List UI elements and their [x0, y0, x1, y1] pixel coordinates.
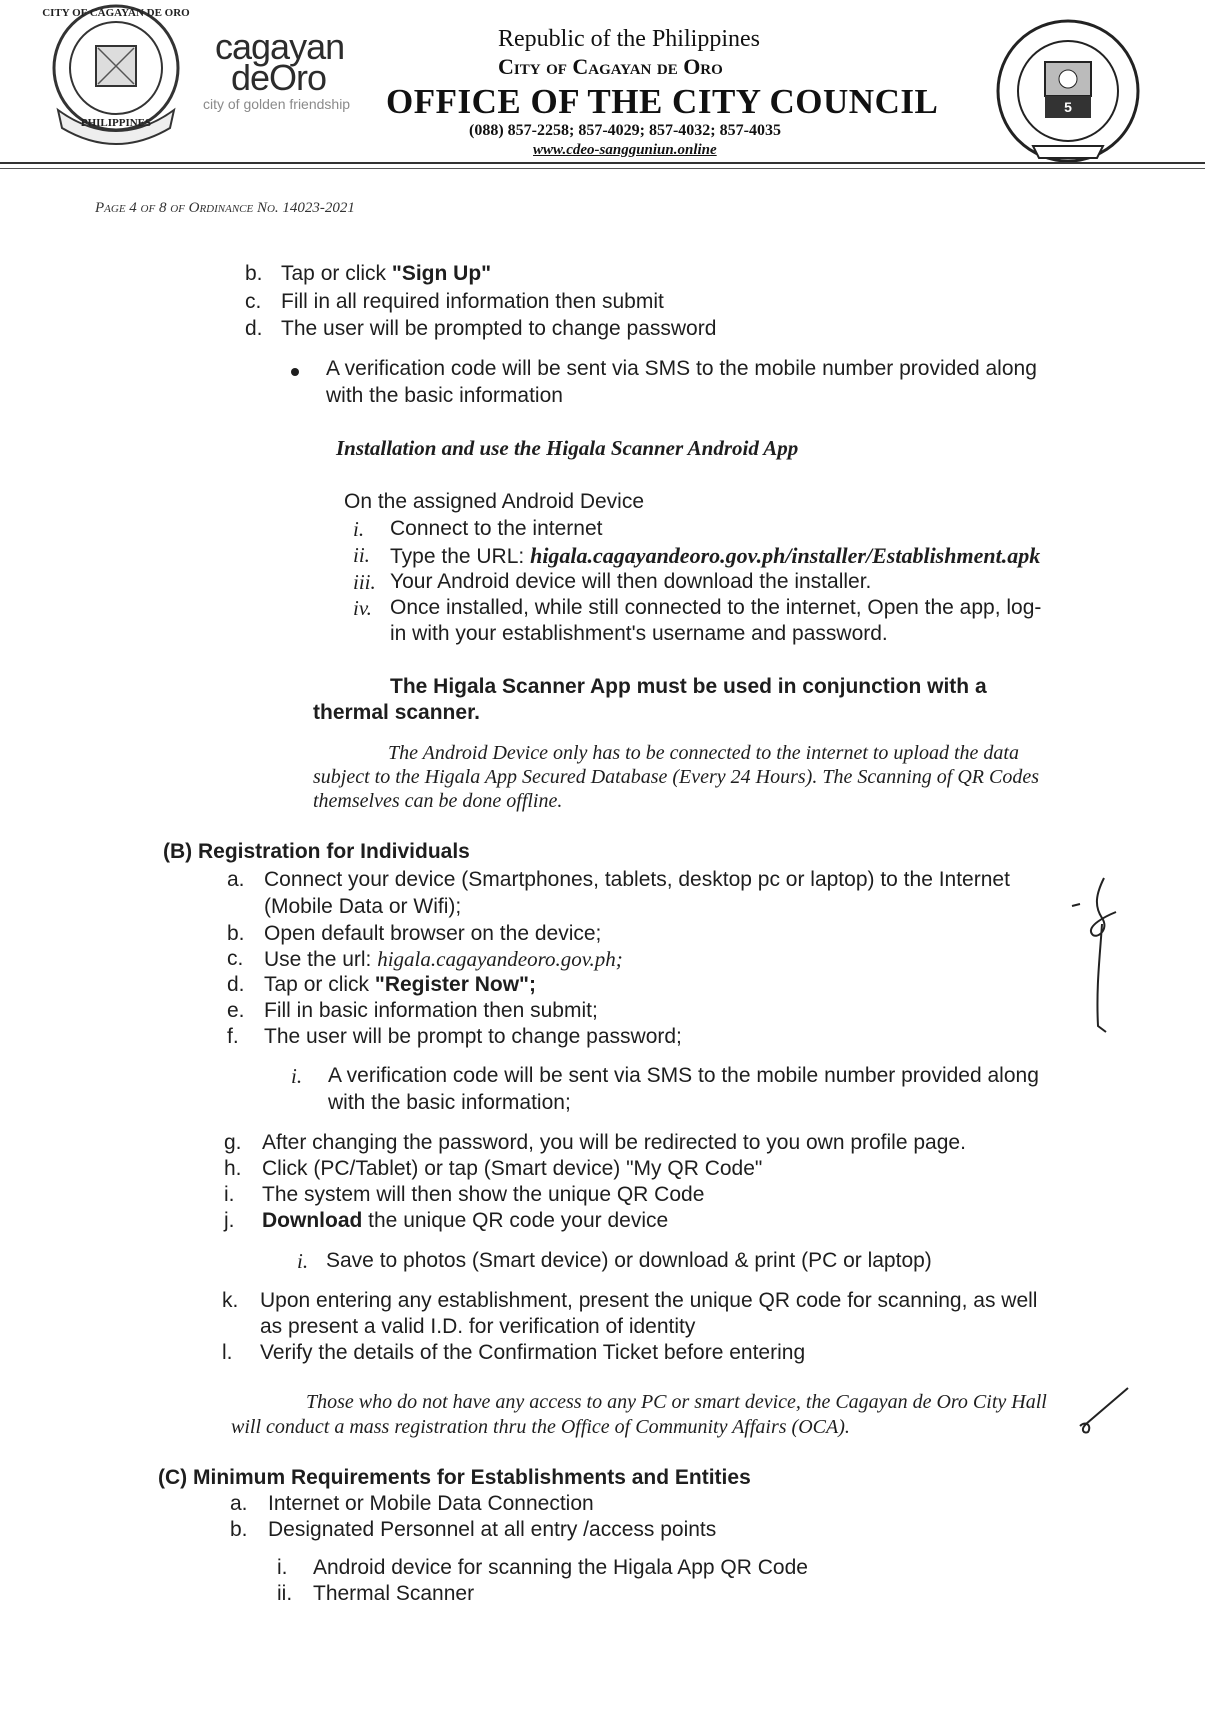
- item-label: b.: [227, 922, 245, 945]
- header-rule-thin: [0, 168, 1205, 169]
- item-label: j.: [224, 1209, 235, 1232]
- list-item: Verify the details of the Confirmation Ticket before entering: [260, 1341, 806, 1364]
- header-phone-numbers: (088) 857-2258; 857-4029; 857-4032; 857-4035: [469, 122, 781, 139]
- header-city: City of Cagayan de Oro: [498, 54, 723, 79]
- list-item: The user will be prompted to change password: [281, 317, 717, 340]
- offline-note: subject to the Higala App Secured Database (Every 24 Hours). The Scanning of QR Codes: [313, 766, 1039, 788]
- item-label: d.: [227, 973, 245, 996]
- item-label: a.: [227, 868, 245, 891]
- item-label: i.: [291, 1064, 303, 1088]
- install-heading: Installation and use the Higala Scanner Android App: [336, 436, 799, 460]
- header-website-link[interactable]: www.cdeo-sangguniun.online: [533, 142, 717, 158]
- page-reference: Page 4 of 8 of Ordinance No. 14023-2021: [95, 200, 355, 216]
- install-step: Your Android device will then download the installer.: [390, 570, 872, 593]
- cagayan-de-oro-brand-logo: [203, 26, 383, 116]
- sub-item: Thermal Scanner: [313, 1582, 475, 1605]
- item-label: i.: [353, 517, 365, 541]
- scanner-note: thermal scanner.: [313, 701, 480, 724]
- list-item-cont: (Mobile Data or Wifi);: [264, 895, 462, 918]
- install-intro: On the assigned Android Device: [344, 490, 645, 513]
- item-label: g.: [224, 1131, 242, 1154]
- item-label: b.: [230, 1518, 248, 1541]
- item-label: c.: [227, 947, 244, 970]
- item-label: i.: [297, 1249, 309, 1273]
- list-item: Connect your device (Smartphones, tablets, desktop pc or laptop) to the Internet: [264, 868, 1010, 891]
- sub-item: A verification code will be sent via SMS to the mobile number provided along: [328, 1064, 1039, 1087]
- list-item: Tap or click "Register Now";: [264, 973, 536, 996]
- item-label: d.: [245, 317, 263, 340]
- item-label: a.: [230, 1492, 248, 1515]
- bullet-line: with the basic information: [326, 384, 563, 407]
- bullet-line: A verification code will be sent via SMS to the mobile number provided along: [326, 357, 1037, 380]
- list-item: Click (PC/Tablet) or tap (Smart device) "My QR Code": [262, 1157, 763, 1180]
- header-republic: Republic of the Philippines: [498, 26, 760, 52]
- list-item: Upon entering any establishment, present the unique QR code for scanning, as well: [260, 1289, 1038, 1312]
- bullet-icon: [291, 368, 299, 376]
- header-office-title: OFFICE OF THE CITY COUNCIL: [386, 82, 939, 121]
- item-label: ii.: [353, 543, 370, 567]
- item-label: c.: [245, 290, 262, 313]
- item-label: f.: [227, 1025, 239, 1048]
- oca-note: Those who do not have any access to any PC or smart device, the Cagayan de Oro City Hall: [306, 1391, 1047, 1413]
- seal-number: 5: [1064, 99, 1072, 115]
- list-item: Designated Personnel at all entry /access points: [268, 1518, 717, 1541]
- section-b-heading: (B) Registration for Individuals: [163, 840, 470, 863]
- oca-note: will conduct a mass registration thru the Office of Community Affairs (OCA).: [231, 1416, 850, 1438]
- item-label: ii.: [277, 1582, 293, 1605]
- scanner-note: The Higala Scanner App must be used in conjunction with a: [390, 675, 987, 698]
- brand-line-2: deOro: [231, 57, 327, 98]
- sub-item-cont: with the basic information;: [328, 1091, 571, 1114]
- sub-item: Android device for scanning the Higala App QR Code: [313, 1556, 808, 1579]
- section-c-heading: (C) Minimum Requirements for Establishments and Entities: [158, 1466, 751, 1489]
- install-step: Connect to the internet: [390, 517, 603, 540]
- margin-signature: [1066, 876, 1126, 1036]
- city-council-seal-logo: [993, 16, 1143, 166]
- header-rule: [0, 162, 1205, 164]
- list-item: After changing the password, you will be redirected to you own profile page.: [262, 1131, 966, 1154]
- offline-note: themselves can be done offline.: [313, 790, 563, 812]
- margin-initial: [1076, 1386, 1136, 1436]
- list-item: Download the unique QR code your device: [262, 1209, 669, 1232]
- item-label: i.: [224, 1183, 235, 1206]
- item-label: e.: [227, 999, 245, 1022]
- item-label: l.: [222, 1341, 233, 1364]
- list-item: Open default browser on the device;: [264, 922, 602, 945]
- brand-line-1: cagayan: [215, 26, 345, 67]
- list-item: The user will be prompt to change password;: [264, 1025, 682, 1048]
- item-label: b.: [245, 262, 263, 285]
- list-item: Fill in basic information then submit;: [264, 999, 598, 1022]
- sub-item: Save to photos (Smart device) or download & print (PC or laptop): [326, 1249, 932, 1272]
- item-label: iii.: [353, 570, 376, 594]
- install-step-cont: in with your establishment's username and password.: [390, 622, 888, 645]
- install-step: Type the URL: higala.cagayandeoro.gov.ph/installer/Establishment.apk: [390, 543, 1041, 568]
- offline-note: The Android Device only has to be connected to the internet to upload the data: [388, 742, 1019, 764]
- install-step: Once installed, while still connected to the internet, Open the app, log-: [390, 596, 1042, 619]
- item-label: k.: [222, 1289, 239, 1312]
- item-label: h.: [224, 1157, 242, 1180]
- list-item: Use the url: higala.cagayandeoro.gov.ph;: [264, 947, 623, 971]
- list-item: Internet or Mobile Data Connection: [268, 1492, 594, 1515]
- item-label: iv.: [353, 596, 372, 620]
- list-item-cont: as present a valid I.D. for verification of identity: [260, 1315, 696, 1338]
- svg-text:PHILIPPINES: PHILIPPINES: [80, 117, 152, 129]
- list-item: The system will then show the unique QR Code: [262, 1183, 705, 1206]
- item-label: i.: [277, 1556, 288, 1579]
- list-item: Tap or click "Sign Up": [281, 262, 492, 285]
- city-seal-logo: [38, 2, 194, 150]
- brand-tagline: city of golden friendship: [203, 96, 351, 112]
- list-item: Fill in all required information then submit: [281, 290, 664, 313]
- svg-text:CITY OF CAGAYAN DE ORO: CITY OF CAGAYAN DE ORO: [42, 7, 190, 19]
